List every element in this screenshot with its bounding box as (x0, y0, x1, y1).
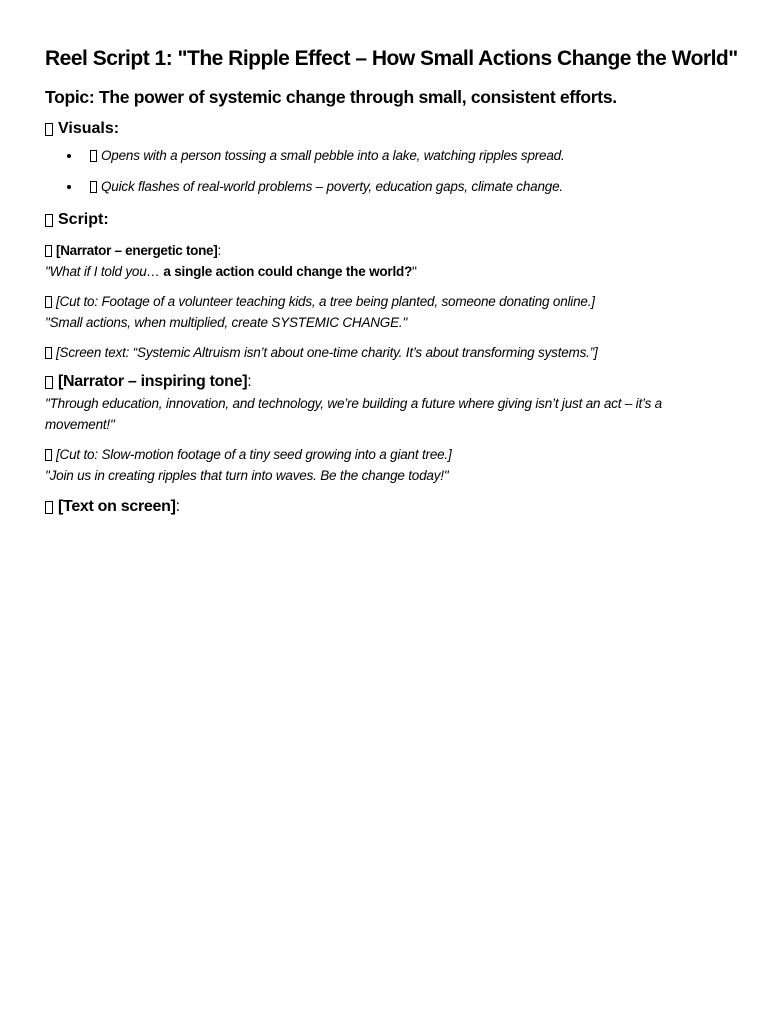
colon: : (217, 243, 221, 258)
quote-end: " (412, 264, 417, 279)
visual-item-text: Quick flashes of real-world problems – poverty, education gaps, climate change. (101, 179, 563, 194)
missing-glyph-icon (45, 376, 53, 389)
bullet-dot-icon (67, 185, 71, 189)
document-page (45, 44, 738, 518)
missing-glyph-icon (45, 347, 52, 359)
quote-start: "What if I told you… (45, 264, 164, 279)
list-item (67, 177, 735, 197)
cut-direction (45, 444, 735, 465)
cut-quote-text: "Small actions, when multiplied, create SYSTEMIC CHANGE." (45, 315, 408, 330)
visual-item-text: Opens with a person tossing a small pebble into a lake, watching ripples spread. (101, 148, 565, 163)
cut-to-volunteer-block (45, 291, 735, 333)
narrator-inspiring-label (45, 371, 735, 393)
visuals-list (45, 146, 735, 197)
topic-line: Topic: The power of systemic change through small, consistent efforts. (45, 87, 617, 107)
text-on-screen-text: [Text on screen] (58, 498, 176, 515)
narrator-energetic-quote (45, 261, 735, 282)
narrator-energetic-label (45, 240, 735, 261)
cut-quote (45, 312, 735, 333)
missing-glyph-icon (45, 296, 52, 308)
narrator-inspiring-quote: "Through education, innovation, and technology, we’re building a future where giving isn’t just an act – it’s a movement!" (45, 396, 662, 432)
missing-glyph-icon (90, 150, 97, 162)
cut-to-seed-block (45, 444, 735, 486)
screen-text-line (45, 342, 735, 363)
missing-glyph-icon (45, 501, 53, 514)
narrator-label-text: [Narrator – energetic tone] (56, 243, 218, 258)
narrator-energetic-block (45, 240, 735, 282)
narrator-label-text: [Narrator – inspiring tone] (58, 373, 248, 390)
missing-glyph-icon (45, 214, 53, 227)
cut-direction (45, 291, 735, 312)
screen-text: [Screen text: “Systemic Altruism isn’t about one-time charity. It’s about transforming systems.”] (56, 345, 598, 360)
narrator-inspiring-block (45, 371, 735, 435)
quote-bold: a single action could change the world? (163, 264, 413, 279)
script-heading (45, 209, 735, 231)
cut-quote (45, 465, 735, 486)
visuals-heading (45, 118, 735, 140)
screen-text-block (45, 342, 735, 363)
bullet-dot-icon (67, 154, 71, 158)
cut-direction-text: [Cut to: Slow-motion footage of a tiny seed growing into a giant tree.] (56, 447, 452, 462)
missing-glyph-icon (45, 245, 52, 257)
missing-glyph-icon (45, 123, 53, 136)
missing-glyph-icon (90, 181, 97, 193)
cut-quote-text: "Join us in creating ripples that turn into waves. Be the change today!" (45, 468, 449, 483)
missing-glyph-icon (45, 449, 52, 461)
cut-direction-text: [Cut to: Footage of a volunteer teaching kids, a tree being planted, someone donating online.] (56, 294, 595, 309)
colon: : (175, 498, 180, 515)
script-heading-text: Script: (58, 211, 109, 228)
visuals-heading-text: Visuals: (58, 120, 120, 137)
list-item (67, 146, 735, 166)
colon: : (247, 373, 252, 390)
text-on-screen-label (45, 496, 735, 518)
script-title: Reel Script 1: "The Ripple Effect – How Small Actions Change the World" (45, 47, 738, 70)
